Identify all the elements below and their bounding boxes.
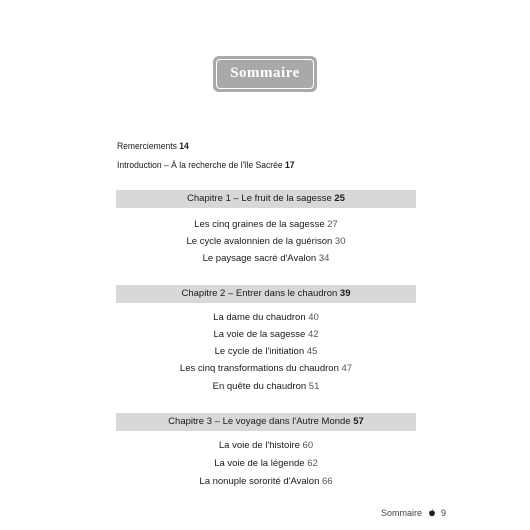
toc-front-item (117, 160, 295, 171)
page-footer (381, 508, 446, 518)
toc-entry (116, 363, 416, 374)
toc-front-label: Introduction – À la recherche de l'île Sacrée (117, 160, 283, 171)
footer-label: Sommaire (381, 508, 423, 518)
title-badge (213, 56, 317, 92)
toc-entry-label: La voie de la sagesse (213, 329, 306, 340)
toc-entry-page: 27 (327, 219, 338, 230)
toc-entry-label: En quête du chaudron (212, 381, 307, 392)
toc-entry (116, 312, 416, 323)
page-number: 9 (441, 508, 447, 518)
toc-entry-page: 40 (308, 312, 319, 323)
toc-entry (116, 236, 416, 247)
toc-entry-label: La voie de l'histoire (218, 440, 300, 451)
toc-entry (116, 253, 416, 264)
chapter-title: Chapitre 3 – Le voyage dans l'Autre Monde (168, 416, 351, 427)
toc-entry-label: La dame du chaudron (213, 312, 306, 323)
toc-entry (116, 458, 416, 469)
toc-entry (116, 219, 416, 230)
chapter-heading (116, 190, 416, 208)
chapter-page: 57 (353, 416, 364, 427)
toc-entry-page: 45 (306, 346, 318, 357)
toc-entry-page: 47 (341, 363, 353, 374)
toc-entry-label: Le cycle de l'initiation (214, 346, 305, 357)
toc-entry-page: 34 (318, 253, 330, 264)
toc-front-label: Remerciements (117, 141, 177, 152)
toc-entry (116, 476, 416, 487)
apple-icon (428, 509, 436, 517)
chapter-heading (116, 413, 416, 431)
toc-entry-label: Les cinq graines de la sagesse (194, 219, 325, 230)
toc-entry (116, 440, 416, 451)
toc-entry-label: La nonuple sororité d'Avalon (199, 476, 320, 487)
chapter-title: Chapitre 1 – Le fruit de la sagesse (187, 193, 332, 204)
page-title: Sommaire (230, 65, 300, 81)
toc-entry-page: 51 (308, 381, 320, 392)
toc-entry-label: Le cycle avalonnien de la guérison (186, 236, 333, 247)
chapter-title: Chapitre 2 – Entrer dans le chaudron (181, 288, 338, 299)
toc-entry-label: La voie de la légende (214, 458, 305, 469)
toc-entry-page: 62 (307, 458, 318, 469)
chapter-page: 39 (339, 288, 351, 299)
toc-entry (116, 329, 416, 340)
toc-entry-label: Les cinq transformations du chaudron (179, 363, 339, 374)
toc-front-page: 17 (284, 160, 295, 171)
toc-entry (116, 381, 416, 392)
toc-front-page: 14 (179, 141, 189, 152)
toc-entry-page: 42 (307, 329, 319, 340)
chapter-page: 25 (334, 193, 345, 204)
chapter-heading (116, 285, 416, 303)
toc-entry (116, 346, 416, 357)
toc-front-item (117, 141, 189, 152)
toc-entry-label: Le paysage sacré d'Avalon (202, 253, 317, 264)
toc-entry-page: 66 (322, 476, 333, 487)
toc-entry-page: 60 (302, 440, 314, 451)
toc-entry-page: 30 (334, 236, 346, 247)
